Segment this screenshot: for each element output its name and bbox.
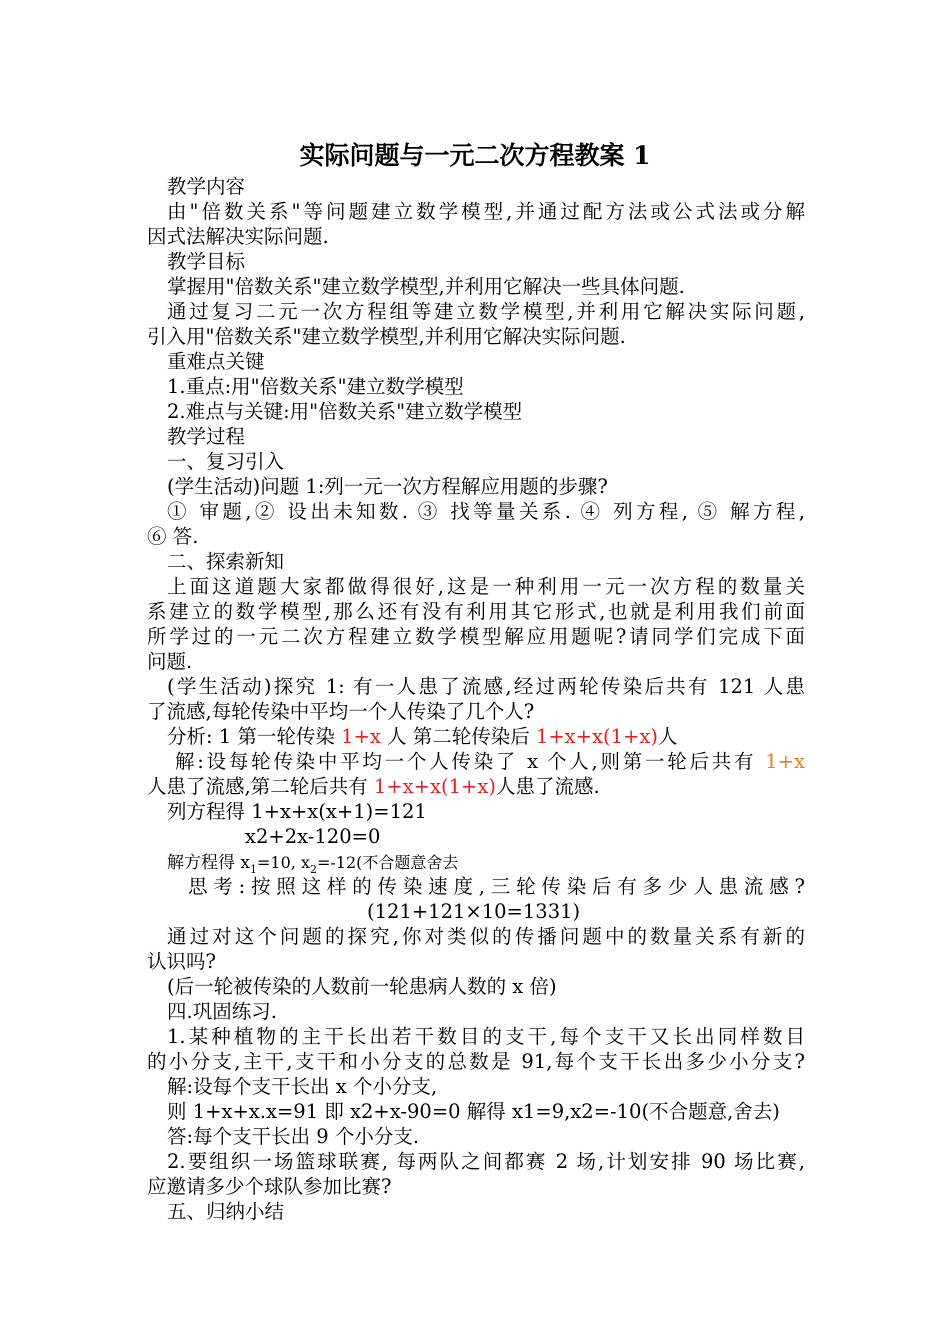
- highlight-red: 1+x: [341, 725, 381, 748]
- paragraph-line: (后一轮被传染的人数前一轮患病人数的 x 倍): [167, 975, 557, 998]
- subscript: 2: [309, 862, 317, 876]
- heading-teaching-goal: 教学目标: [167, 250, 246, 273]
- text-segment: 人 第二轮传染后: [380, 725, 536, 748]
- text-segment: 解:设每轮传染中平均一个人传染了 x 个人,则第一轮后共有: [175, 750, 766, 773]
- equation-line: x2+2x-120=0: [245, 825, 381, 848]
- paragraph-line: 应邀请多少个球队参加比赛?: [147, 1175, 392, 1198]
- text-segment: =-12(不合题意舍去: [316, 853, 459, 872]
- text-segment: =10, x: [257, 853, 310, 872]
- paragraph-line: (学生活动)问题 1:列一元一次方程解应用题的步骤?: [167, 475, 608, 498]
- heading-key-points: 重难点关键: [167, 350, 265, 373]
- paragraph-line: 上面这道题大家都做得很好,这是一种利用一元一次方程的数量关: [167, 575, 805, 598]
- paragraph-line: 1.某种植物的主干长出若干数目的支干,每个支干又长出同样数目: [167, 1025, 805, 1048]
- equation-line: 列方程得 1+x+x(x+1)=121: [167, 800, 427, 823]
- text-segment: 解方程得 x: [167, 853, 250, 873]
- text-segment: 人患了流感.: [495, 775, 600, 798]
- highlight-red: 1+x+x(1+x): [535, 725, 658, 748]
- paragraph-line: ⑥ 答.: [147, 525, 199, 548]
- subscript: 1: [250, 862, 257, 876]
- list-item: 1.重点:用"倍数关系"建立数学模型: [167, 375, 464, 398]
- paragraph-line: 解:设每个支干长出 x 个小分支,: [167, 1075, 438, 1098]
- heading-teaching-content: 教学内容: [167, 175, 246, 198]
- highlight-orange: 1+x: [765, 750, 805, 773]
- text-segment: 人: [657, 725, 678, 748]
- paragraph-line: 了流感,每轮传染中平均一个人传染了几个人?: [147, 700, 535, 723]
- paragraph-line: (学生活动)探究 1: 有一人患了流感,经过两轮传染后共有 121 人患: [167, 675, 805, 698]
- section-heading: 四.巩固练习.: [167, 1000, 277, 1023]
- section-heading: 五、归纳小结: [167, 1200, 285, 1223]
- think-answer: (121+121×10=1331): [367, 900, 581, 923]
- paragraph-line: 引入用"倍数关系"建立数学模型,并利用它解决实际问题.: [147, 325, 626, 348]
- paragraph-line: 认识吗?: [147, 950, 216, 973]
- document-title: 实际问题与一元二次方程教案 1: [299, 141, 651, 170]
- list-item: 2.难点与关键:用"倍数关系"建立数学模型: [167, 400, 523, 423]
- paragraph-line: 通过对这个问题的探究,你对类似的传播问题中的数量关系有新的: [167, 925, 805, 948]
- paragraph-line: 通过复习二元一次方程组等建立数学模型,并利用它解决实际问题,: [167, 300, 805, 323]
- paragraph-line: 所学过的一元二次方程建立数学模型解应用题呢?请同学们完成下面: [147, 625, 805, 648]
- text-segment: 人患了流感,第二轮后共有: [147, 775, 374, 798]
- heading-teaching-process: 教学过程: [167, 425, 246, 448]
- paragraph-line: ① 审题,② 设出未知数. ③ 找等量关系. ④ 列方程, ⑤ 解方程,: [167, 500, 805, 523]
- paragraph-line: 因式法解决实际问题.: [147, 225, 329, 248]
- solution-line: [147, 749, 805, 774]
- think-question: 思考:按照这样的传染速度,三轮传染后有多少人患流感?: [188, 875, 805, 898]
- highlight-red: 1+x+x(1+x): [373, 775, 496, 798]
- paragraph-line: 由"倍数关系"等问题建立数学模型,并通过配方法或公式法或分解: [167, 200, 805, 223]
- analysis-line: [147, 724, 805, 749]
- paragraph-line: 问题.: [147, 650, 193, 673]
- paragraph-line: 则 1+x+x.x=91 即 x2+x-90=0 解得 x1=9,x2=-10(不合题意,舍去): [167, 1100, 780, 1123]
- paragraph-line: 的小分支,主干,支干和小分支的总数是 91,每个支干长出多少小分支?: [147, 1050, 805, 1073]
- paragraph-line: 掌握用"倍数关系"建立数学模型,并利用它解决一些具体问题.: [167, 275, 685, 298]
- section-heading: 一、复习引入: [167, 450, 285, 473]
- paragraph-line: 答:每个支干长出 9 个小分支.: [167, 1125, 420, 1148]
- paragraph-line: 2.要组织一场篮球联赛, 每两队之间都赛 2 场,计划安排 90 场比赛,: [167, 1150, 805, 1173]
- text-segment: 分析: 1 第一轮传染: [167, 725, 342, 748]
- solution-line: [147, 774, 805, 799]
- section-heading: 二、探索新知: [167, 550, 285, 573]
- equation-solution-line: [147, 849, 805, 874]
- paragraph-line: 系建立的数学模型,那么还有没有利用其它形式,也就是利用我们前面: [147, 600, 805, 623]
